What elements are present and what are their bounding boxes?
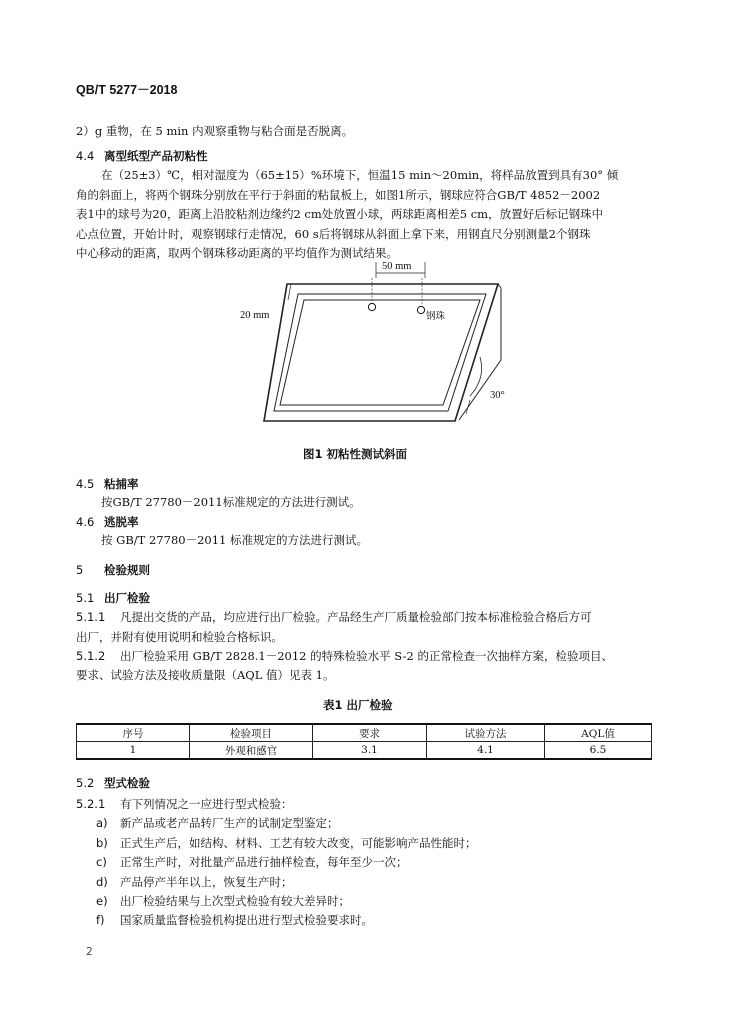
section-5-2-1-line: [76, 796, 293, 812]
table-row: [77, 742, 652, 760]
plate-inner-1: [274, 294, 486, 411]
angle-leader: [466, 400, 470, 414]
list-item: [96, 874, 293, 890]
label-steel-ball: 钢珠: [426, 311, 446, 322]
section-5-1-1-line-2: 出厂，并附有使用说明和检验合格标识。: [76, 630, 283, 644]
section-number: 4.4: [76, 149, 95, 163]
table-header-row: [77, 724, 652, 742]
table-cell: 3.1: [313, 742, 427, 760]
clause-number: 5.1.1: [76, 610, 106, 624]
wedge-top: [498, 284, 501, 288]
list-marker: a): [96, 816, 108, 830]
table-header-cell: 试验方法: [427, 724, 545, 742]
list-text: 产品停产半年以上，恢复生产时；: [120, 875, 293, 889]
section-4-5-text: 按GB/T 27780－2011标准规定的方法进行测试。: [101, 495, 361, 509]
section-4-3-tail: 2）g 重物，在 5 min 内观察重物与粘合面是否脱离。: [76, 124, 354, 138]
section-4-5-heading: [76, 476, 139, 492]
list-text: 新产品或老产品转厂生产的试制定型鉴定；: [120, 816, 339, 830]
table-cell: 4.1: [427, 742, 545, 760]
section-title: 逃脱率: [104, 515, 139, 529]
section-4-4-line-1: 在（25±3）℃，相对湿度为（65±15）%环境下，恒温15 min～20min，将样品放置到具有30° 倾: [101, 168, 619, 182]
section-4-4-line-3: 表1中的球号为20，距离上沿胶粘剂边缘约2 cm处放置小球，两球距离相差5 cm，放置好后标记钢珠中: [76, 207, 604, 221]
clause-number: 5.1.2: [76, 649, 106, 663]
list-item: [96, 912, 373, 928]
table-header-cell: 序号: [77, 724, 190, 742]
table-cell: 外观和感官: [190, 742, 313, 760]
clause-text: 出厂检验采用 GB/T 2828.1－2012 的特殊检验水平 S-2 的正常检查一次抽样方案，检验项目、: [120, 649, 613, 663]
section-4-4-line-2: 角的斜面上，将两个钢珠分别放在平行于斜面的粘鼠板上，如图1所示，钢球应符合GB/T 4852－2002: [76, 188, 601, 202]
dim-20-line: [288, 284, 291, 300]
section-number: 4.5: [76, 477, 95, 491]
section-title: 型式检验: [104, 776, 150, 790]
inspection-table: [76, 723, 652, 760]
list-item: [96, 854, 408, 870]
section-number: 5.1: [76, 591, 95, 605]
clause-text: 有下列情况之一应进行型式检验：: [120, 797, 293, 811]
steel-ball-icon: [417, 306, 424, 313]
section-5-2-heading: [76, 775, 150, 791]
plate-outer: [264, 284, 498, 421]
list-text: 国家质量监督检验机构提出进行型式检验要求时。: [120, 913, 373, 927]
list-marker: d): [96, 875, 108, 889]
section-title: 粘捕率: [104, 477, 139, 491]
section-4-4-line-4: 心点位置，开始计时，观察钢球行走情况，60 s后将钢球从斜面上拿下来，用钢直尺分别测量2个钢珠: [76, 227, 591, 241]
section-title: 出厂检验: [104, 591, 150, 605]
section-4-6-heading: [76, 514, 139, 530]
section-5-1-2-line-1: [76, 648, 613, 664]
list-text: 正式生产后，如结构、材料、工艺有较大改变，可能影响产品性能时；: [120, 836, 477, 850]
list-marker: e): [96, 894, 108, 908]
table-header-cell: 要求: [313, 724, 427, 742]
section-number: 4.6: [76, 515, 95, 529]
table-header-cell: 检验项目: [190, 724, 313, 742]
table-cell: 1: [77, 742, 190, 760]
clause-number: 5.2.1: [76, 797, 106, 811]
list-item: [96, 815, 339, 831]
page-number: 2: [86, 946, 93, 958]
table-1-caption: 表1 出厂检验: [323, 698, 393, 712]
label-20mm: 20 mm: [240, 310, 270, 321]
section-5-1-2-line-2: 要求、试验方法及接收质量限（AQL 值）见表 1。: [76, 668, 335, 682]
figure-1-caption: 图1 初粘性测试斜面: [303, 447, 408, 461]
clause-text: 凡提出交货的产品，均应进行出厂检验。产品经生产厂质量检验部门按本标准检验合格后方可: [120, 610, 592, 624]
list-marker: f): [96, 913, 105, 927]
list-item: [96, 893, 350, 909]
plate-inner-2: [280, 300, 480, 405]
document-id: QB/T 5277－2018: [76, 83, 178, 97]
label-angle: 30°: [490, 390, 505, 401]
list-item: [96, 835, 477, 851]
section-5-1-1-line-1: [76, 609, 592, 625]
list-text: 正常生产时，对批量产品进行抽样检查，每年至少一次；: [120, 855, 408, 869]
section-4-6-text: 按 GB/T 27780－2011 标准规定的方法进行测试。: [101, 533, 368, 547]
section-title: 检验规则: [104, 563, 150, 577]
section-5-heading: [76, 562, 150, 578]
label-50mm: 50 mm: [382, 261, 412, 272]
section-number: 5: [76, 563, 84, 577]
steel-ball-icon: [368, 303, 375, 310]
list-marker: c): [96, 855, 107, 869]
section-title: 离型纸型产品初粘性: [104, 149, 208, 163]
section-5-1-heading: [76, 590, 150, 606]
list-marker: b): [96, 836, 108, 850]
section-number: 5.2: [76, 776, 95, 790]
list-text: 出厂检验结果与上次型式检验有较大差异时；: [120, 894, 350, 908]
table-header-cell: AQL值: [545, 724, 652, 742]
table-cell: 6.5: [545, 742, 652, 760]
section-4-4-line-5: 中心移动的距离，取两个钢珠移动距离的平均值作为测试结果。: [76, 246, 398, 260]
